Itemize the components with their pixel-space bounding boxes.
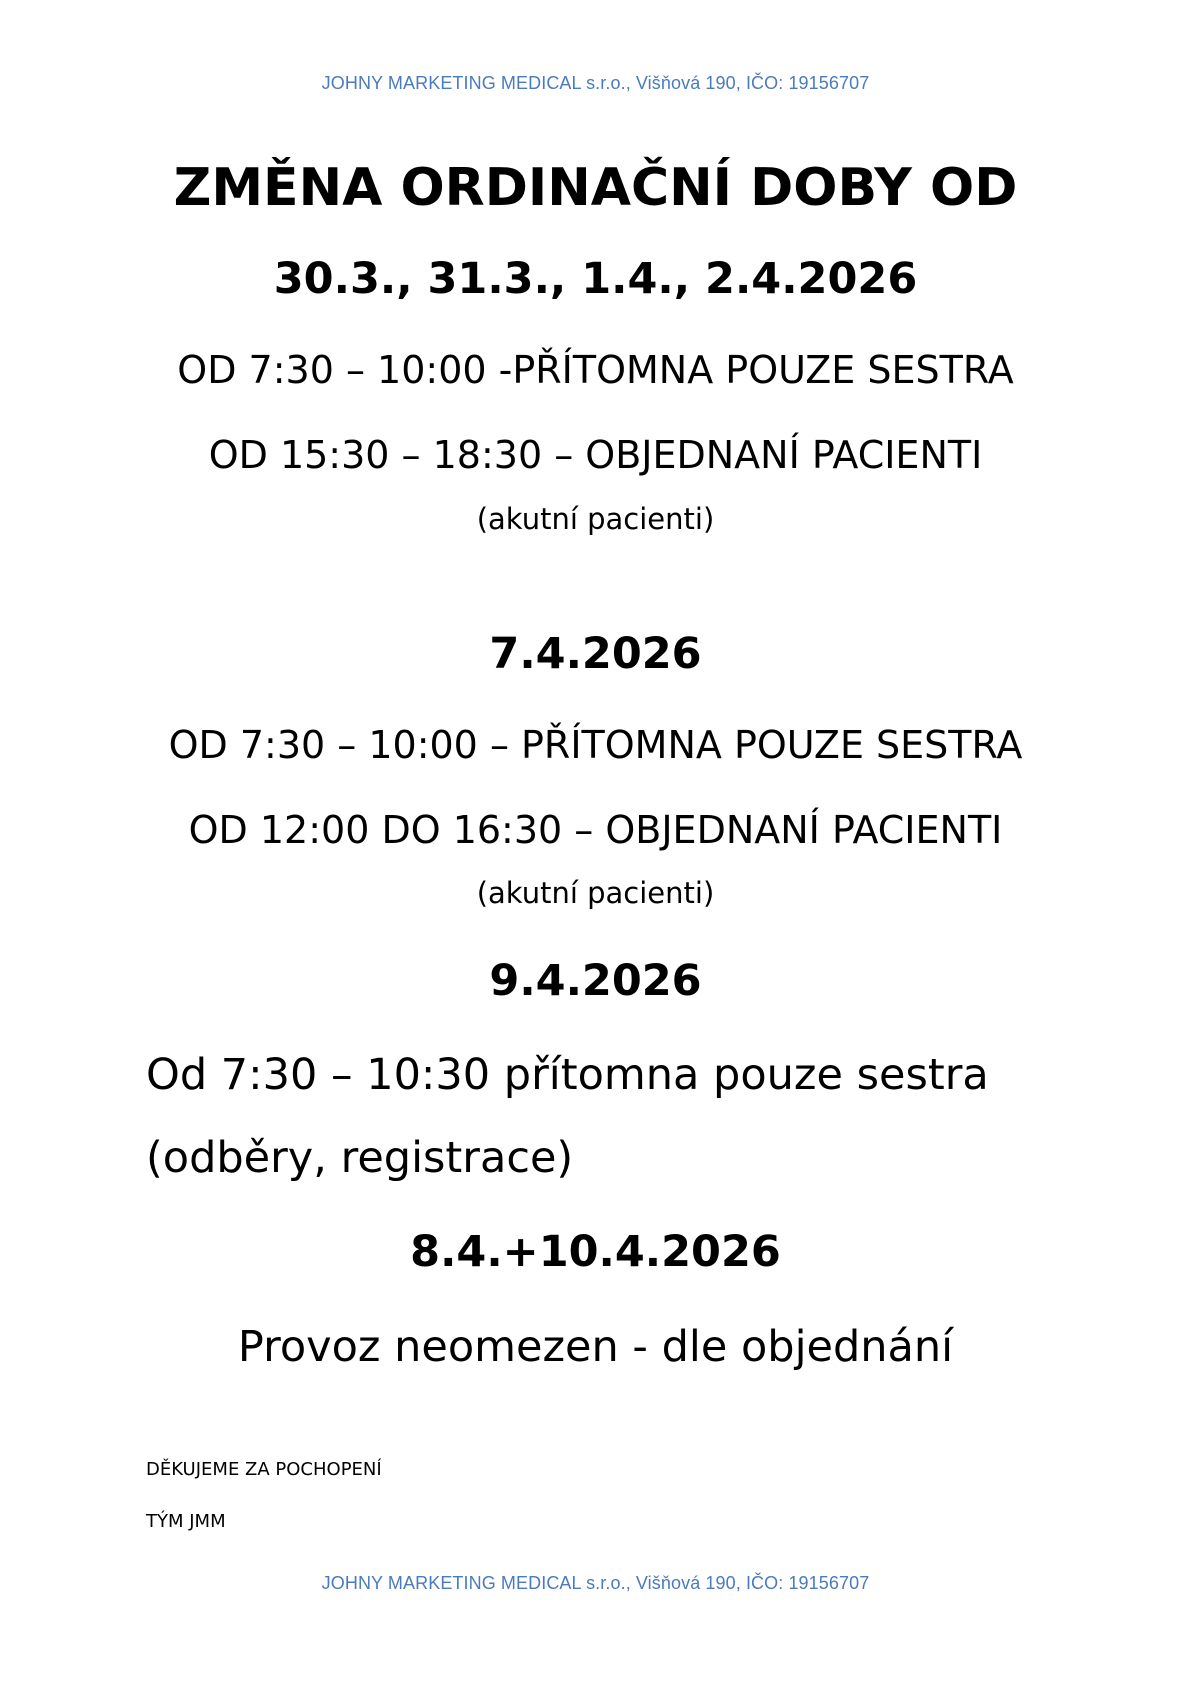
block-4-line-1: Provoz neomezen - dle objednání [237,1322,954,1372]
block-1-line-1: OD 7:30 – 10:00 -PŘÍTOMNA POUZE SESTRA [177,348,1014,392]
block-2-line-2: OD 12:00 DO 16:30 – OBJEDNANÍ PACIENTI [188,808,1003,852]
block-1-note: (akutní pacienti) [476,502,715,536]
closing-thanks: DĚKUJEME ZA POCHOPENÍ [146,1459,382,1480]
block-3-line-2: (odběry, registrace) [146,1133,574,1183]
page-title: ZMĚNA ORDINAČNÍ DOBY OD [173,158,1018,218]
footer-company: JOHNY MARKETING MEDICAL s.r.o., Višňová 190, IČO: 19156707 [321,1573,870,1593]
header-company: JOHNY MARKETING MEDICAL s.r.o., Višňová 190, IČO: 19156707 [321,73,870,93]
block-3-line-1: Od 7:30 – 10:30 přítomna pouze sestra [146,1050,989,1100]
block-1-date: 30.3., 31.3., 1.4., 2.4.2026 [273,254,918,304]
block-2-line-1: OD 7:30 – 10:00 – PŘÍTOMNA POUZE SESTRA [168,723,1023,767]
closing-signature: TÝM JMM [146,1511,226,1532]
block-2-note: (akutní pacienti) [476,876,715,910]
block-2-date: 7.4.2026 [489,629,702,679]
block-3-date: 9.4.2026 [489,956,702,1006]
block-4-date: 8.4.+10.4.2026 [410,1227,781,1277]
block-1-line-2: OD 15:30 – 18:30 – OBJEDNANÍ PACIENTI [208,433,983,477]
